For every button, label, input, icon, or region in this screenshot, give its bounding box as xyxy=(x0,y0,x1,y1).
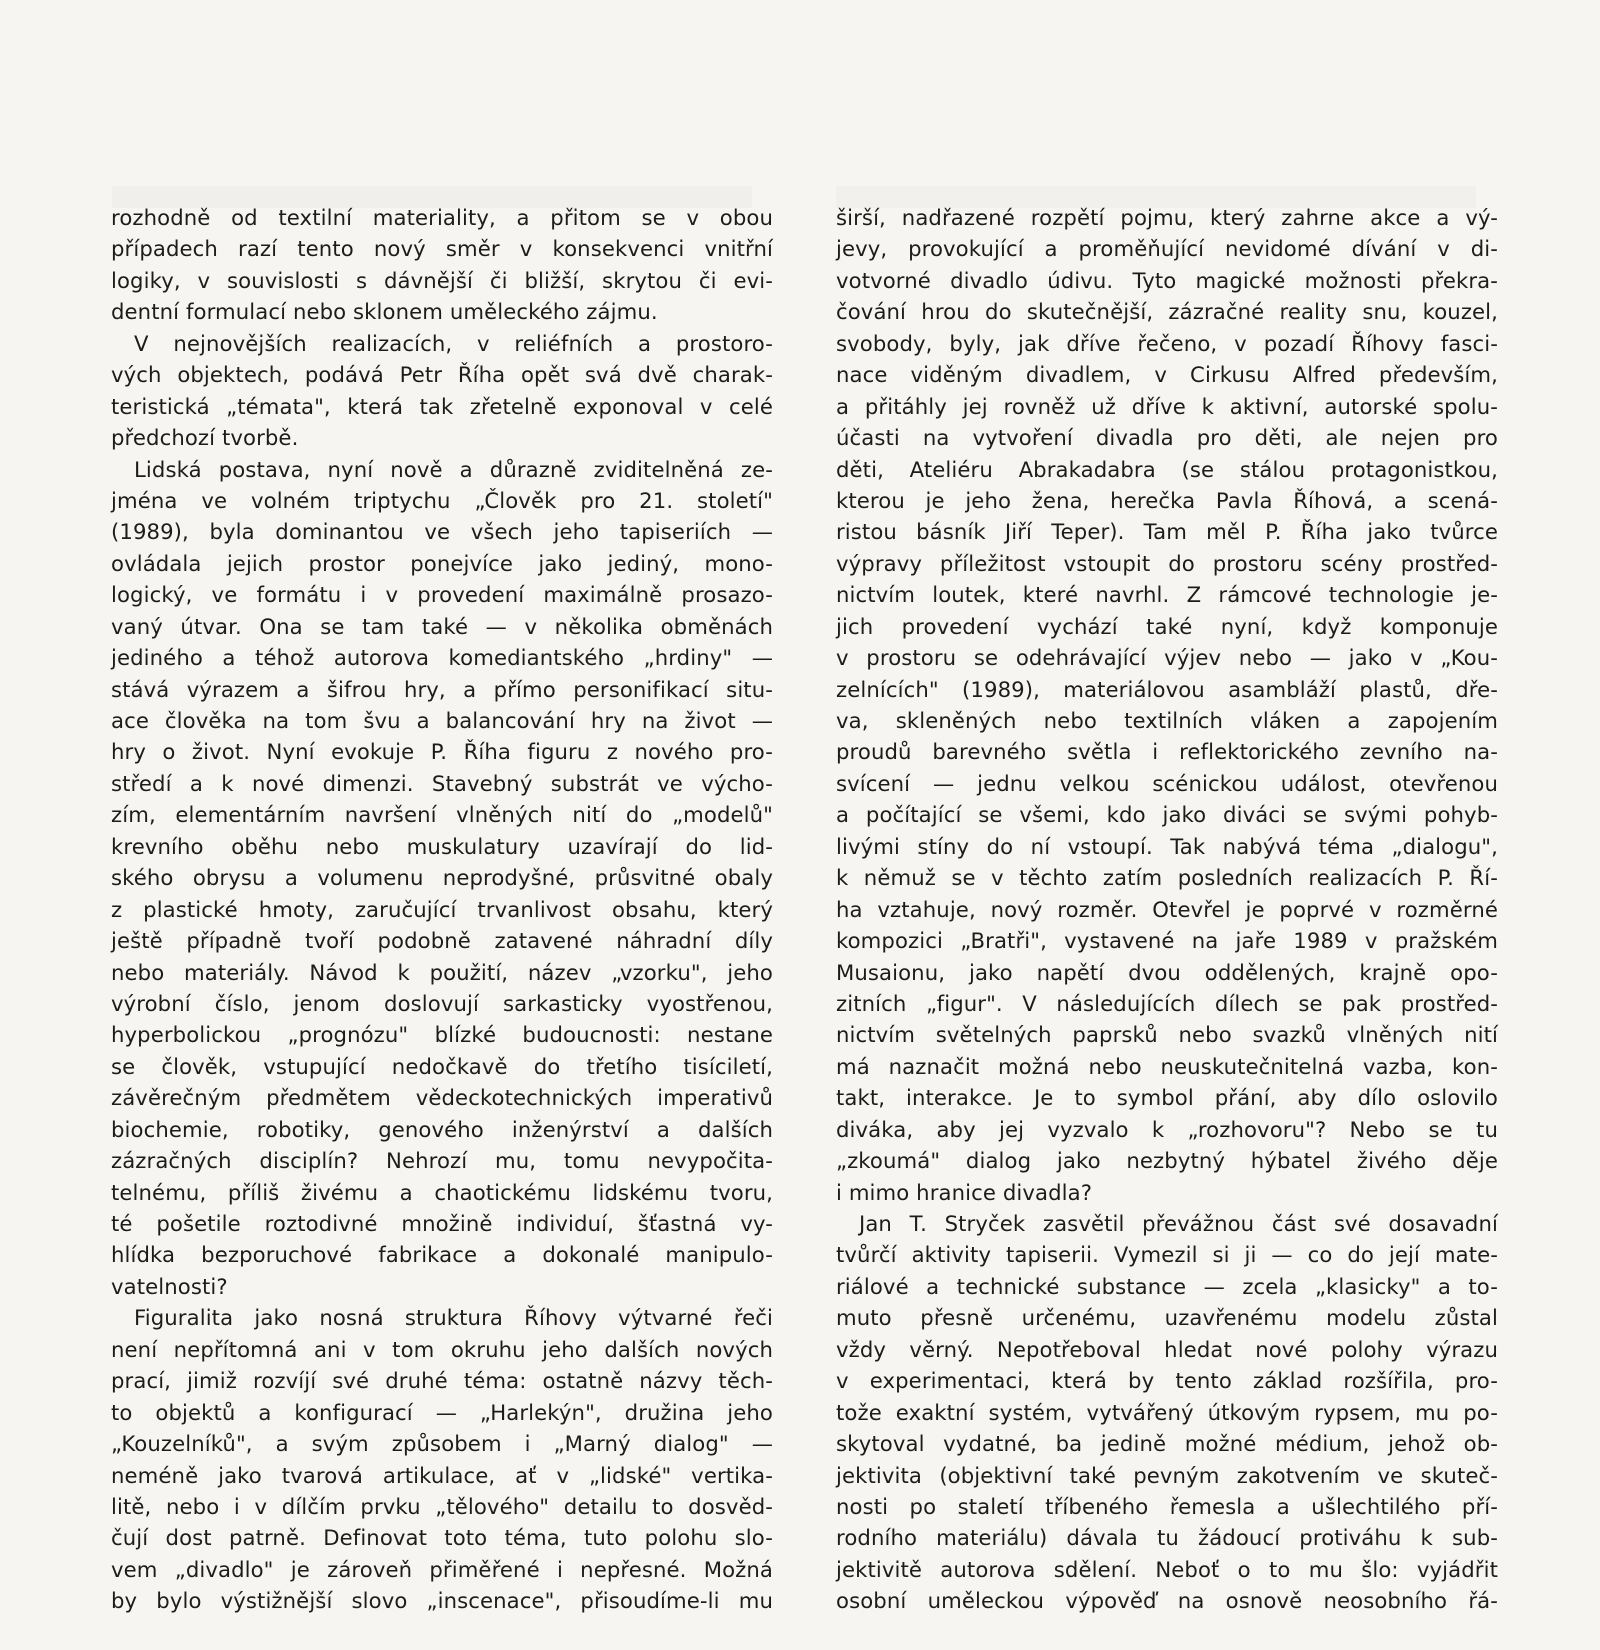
text-line: tože exaktní systém, vytvářený útkovým rypsem, mu po- xyxy=(836,1399,1498,1425)
text-line: votvorné divadlo údivu. Tyto magické možnosti překra- xyxy=(836,267,1498,293)
text-line: V nejnovějších realizacích, v reliéfních a prostoro- xyxy=(134,330,773,356)
text-line: ještě případně tvoří podobně zatavené náhradní díly xyxy=(111,928,773,954)
text-line: nace viděným divadlem, v Cirkusu Alfred především, xyxy=(836,362,1498,388)
text-line: „Kouzelníků", a svým způsobem i „Marný dialog" — xyxy=(111,1431,773,1457)
paragraph xyxy=(111,202,773,328)
text-line: zelnících" (1989), materiálovou asambláží plastů, dře- xyxy=(836,676,1498,702)
text-line: vých objektech, podává Petr Říha opět svá dvě charak- xyxy=(111,362,773,388)
text-line: kompozici „Bratři", vystavené na jaře 1989 v pražském xyxy=(836,928,1498,954)
text-line: prací, jimiž rozvíjí své druhé téma: ostatně názvy těch- xyxy=(111,1368,773,1394)
text-line: ristou básník Jiří Teper). Tam měl P. Říha jako tvůrce xyxy=(836,519,1498,545)
text-line: rozhodně od textilní materiality, a přitom se v obou xyxy=(111,205,773,230)
text-line: rodního materiálu) dávala tu žádoucí protiváhu k sub- xyxy=(836,1525,1498,1551)
text-line: teristická „témata", která tak zřetelně exponoval v celé xyxy=(111,393,773,419)
text-line: by bylo výstižnější slovo „inscenace", přisoudíme-li mu xyxy=(111,1588,773,1614)
paragraph xyxy=(111,1302,773,1616)
paragraph xyxy=(111,328,773,454)
text-line: kterou je jeho žena, herečka Pavla Říhová, a scená- xyxy=(836,487,1498,513)
text-line: logiky, v souvislosti s dávnější či bližší, skrytou či evi- xyxy=(111,267,773,293)
left-text-column xyxy=(111,202,773,1617)
text-line: riálové a technické substance — zcela „klasicky" a to- xyxy=(836,1273,1498,1299)
text-line: zitních „figur". V následujících dílech se pak prostřed- xyxy=(836,990,1498,1016)
text-line: středí a k nové dimenzi. Stavebný substrát ve výcho- xyxy=(111,770,773,796)
text-line: závěrečným předmětem vědeckotechnických imperativů xyxy=(111,1085,773,1111)
text-line: nosti po staletí tříbeného řemesla a ušlechtilého pří- xyxy=(836,1493,1498,1519)
text-line: to objektů a konfigurací — „Harlekýn", družina jeho xyxy=(111,1399,773,1425)
text-line: hyperbolickou „prognózu" blízké budoucnosti: nestane xyxy=(111,1022,773,1048)
text-line: „zkoumá" dialog jako nezbytný hýbatel živého děje xyxy=(836,1148,1498,1174)
text-line: va, skleněných nebo textilních vláken a zapojením xyxy=(836,708,1498,733)
text-line: se člověk, vstupující nedočkavě do třetího tisíciletí, xyxy=(111,1053,773,1079)
text-line: Lidská postava, nyní nově a důrazně zviditelněná ze- xyxy=(134,456,773,482)
text-line: jevy, provokující a proměňující nevidomé dívání v di- xyxy=(836,236,1498,262)
text-line: vždy věrný. Nepotřeboval hledat nové polohy výrazu xyxy=(836,1336,1498,1362)
text-line: telnému, příliš živému a chaotickému lidskému tvoru, xyxy=(111,1179,773,1205)
text-line: diváka, aby jej vyzvalo k „rozhovoru"? Nebo se tu xyxy=(836,1116,1498,1142)
paragraph xyxy=(836,1208,1498,1617)
text-line: Figuralita jako nosná struktura Říhovy výtvarné řeči xyxy=(134,1305,773,1331)
text-line: a počítající se všemi, kdo jako diváci se svými pohyb- xyxy=(836,802,1498,828)
text-line: logický, ve formátu i v provedení maximálně prosazo- xyxy=(111,582,773,608)
text-line: případech razí tento nový směr v konsekvenci vnitřní xyxy=(111,236,773,262)
text-line: není nepřítomná ani v tom okruhu jeho dalších nových xyxy=(111,1336,773,1362)
right-text-column xyxy=(836,202,1498,1617)
text-line: krevního oběhu nebo muskulatury uzavírají do lid- xyxy=(111,833,773,859)
text-line: tvůrčí aktivity tapiserii. Vymezil si ji — co do její mate- xyxy=(836,1242,1498,1268)
text-line: účasti na vytvoření divadla pro děti, ale nejen pro xyxy=(836,425,1498,451)
text-line: vaný útvar. Ona se tam také — v několika obměnách xyxy=(111,613,773,639)
text-line: k němuž se v těchto zatím posledních realizacích P. Ří- xyxy=(836,865,1498,891)
text-line: nebo materiály. Návod k použití, název „vzorku", jeho xyxy=(111,959,773,985)
text-line: svícení — jednu velkou scénickou událost, otevřenou xyxy=(836,770,1498,796)
text-line: zím, elementárním navršení vlněných nití do „modelů" xyxy=(111,802,773,828)
text-line: biochemie, robotiky, genového inženýrství a dalších xyxy=(111,1116,773,1142)
text-line: litě, nebo i v dílčím prvku „tělového" detailu to dosvěd- xyxy=(111,1493,773,1519)
text-line: hry o život. Nyní evokuje P. Říha figuru z nového pro- xyxy=(111,739,773,765)
text-line: svobody, byly, jak dříve řečeno, v pozadí Říhovy fasci- xyxy=(836,330,1498,356)
text-line: v prostoru se odehrávající výjev nebo — jako v „Kou- xyxy=(836,645,1498,671)
text-line: a přitáhly jej rovněž už dříve k aktivní, autorské spolu- xyxy=(836,393,1498,419)
text-line: zázračných disciplín? Nehrozí mu, tomu nevypočita- xyxy=(111,1148,773,1174)
text-line: muto přesně určenému, uzavřenému modelu zůstal xyxy=(836,1305,1498,1331)
text-line: čují dost patrně. Definovat toto téma, tuto polohu slo- xyxy=(111,1525,773,1551)
text-line: vem „divadlo" je zároveň přiměřené i nepřesné. Možná xyxy=(111,1556,773,1582)
text-line: takt, interakce. Je to symbol přání, aby dílo oslovilo xyxy=(836,1085,1498,1111)
text-line: osobní uměleckou výpověď na osnově neosobního řá- xyxy=(836,1588,1498,1614)
text-line: (1989), byla dominantou ve všech jeho tapiseriích — xyxy=(111,519,773,545)
paragraph xyxy=(111,454,773,1303)
text-line: ha vztahuje, nový rozměr. Otevřel je poprvé v rozměrné xyxy=(836,896,1498,922)
text-line: jména ve volném triptychu „Člověk pro 21. století" xyxy=(111,487,773,513)
text-line: z plastické hmoty, zaručující trvanlivost obsahu, který xyxy=(111,896,773,922)
text-line: neméně jako tvarová artikulace, ať v „lidské" vertika- xyxy=(111,1462,773,1488)
text-line: předchozí tvorbě. xyxy=(111,425,299,451)
text-line: čování hrou do skutečnější, zázračné reality snu, kouzel, xyxy=(836,299,1498,325)
text-line: má naznačit možná nebo neuskutečnitelná vazba, kon- xyxy=(836,1053,1498,1079)
text-line: výrobní číslo, jenom doslovují sarkasticky vyostřenou, xyxy=(111,990,773,1016)
text-line: jektivitě autorova sdělení. Neboť o to mu šlo: vyjádřit xyxy=(836,1556,1498,1582)
text-line: nictvím loutek, které navrhl. Z rámcové technologie je- xyxy=(836,582,1498,608)
text-line: výpravy příležitost vstoupit do prostoru scény prostřed- xyxy=(836,550,1498,576)
text-line: jediného a téhož autorova komediantského „hrdiny" — xyxy=(111,645,773,671)
text-line: jektivita (objektivní také pevným zakotvením ve skuteč- xyxy=(836,1462,1498,1488)
text-line: proudů barevného světla i reflektorického zevního na- xyxy=(836,739,1498,765)
text-line: hlídka bezporuchové fabrikace a dokonalé manipulo- xyxy=(111,1242,773,1268)
text-line: Musaionu, jako napětí dvou oddělených, krajně opo- xyxy=(836,959,1498,985)
text-line: děti, Ateliéru Abrakadabra (se stálou protagonistkou, xyxy=(836,456,1498,482)
text-line: té pošetile roztodivné množině individuí, šťastná vy- xyxy=(111,1211,773,1236)
text-line: dentní formulací nebo sklonem uměleckého zájmu. xyxy=(111,299,658,325)
text-line: ace člověka na tom švu a balancování hry na život — xyxy=(111,708,773,733)
text-line: širší, nadřazené rozpětí pojmu, který zahrne akce a vý- xyxy=(836,205,1498,230)
text-line: ovládala jejich prostor ponejvíce jako jediný, mono- xyxy=(111,550,773,576)
text-line: v experimentaci, která by tento základ rozšířila, pro- xyxy=(836,1368,1498,1394)
text-line: Jan T. Stryček zasvětil převážnou část své dosavadní xyxy=(859,1211,1498,1236)
text-line: livými stíny do ní vstoupí. Tak nabývá téma „dialogu", xyxy=(836,833,1498,859)
paragraph xyxy=(836,202,1498,1208)
text-line: jich provedení vychází také nyní, když komponuje xyxy=(836,613,1498,639)
text-line: skytoval vydatné, ba jedině možné médium, jehož ob- xyxy=(836,1431,1498,1457)
text-line: stává výrazem a šifrou hry, a přímo personifikací situ- xyxy=(111,676,773,702)
text-line: nictvím světelných paprsků nebo svazků vlněných nití xyxy=(836,1022,1498,1048)
text-line: vatelnosti? xyxy=(111,1273,228,1299)
text-line: i mimo hranice divadla? xyxy=(836,1179,1093,1205)
text-line: ského obrysu a volumenu neprodyšné, průsvitné obaly xyxy=(111,865,773,891)
